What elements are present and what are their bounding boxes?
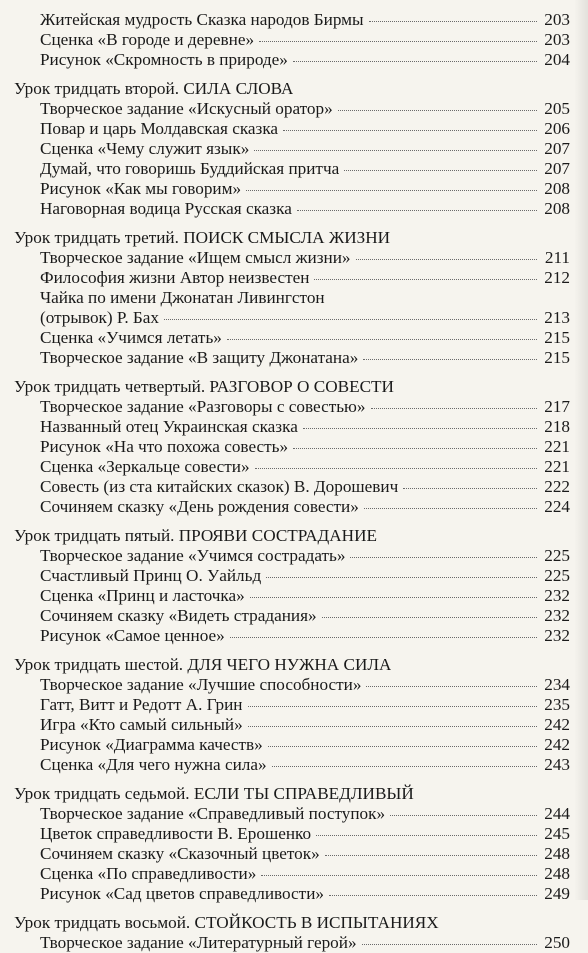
- leader-dots: [314, 278, 537, 280]
- entry-title: Гатт, Витт и Редотт А. Грин: [40, 695, 243, 714]
- page-number: 224: [544, 497, 570, 516]
- toc-entry: [14, 606, 570, 626]
- leader-dots: [164, 318, 537, 320]
- toc-entry: [14, 804, 570, 824]
- entry-title: Сочиняем сказку «Сказочный цветок»: [40, 844, 320, 863]
- page-number: 204: [544, 50, 570, 69]
- leader-dots: [329, 894, 537, 896]
- table-of-contents: [14, 10, 570, 953]
- lesson-title: Урок тридцать второй. СИЛА СЛОВА: [14, 79, 294, 98]
- entry-title: Творческое задание «Учимся сострадать»: [40, 546, 346, 565]
- page-number: 222: [544, 477, 570, 496]
- toc-entry: [14, 288, 570, 308]
- leader-dots: [403, 487, 537, 489]
- page-number: 211: [544, 248, 570, 267]
- leader-dots: [293, 447, 537, 449]
- toc-entry: [14, 497, 570, 517]
- lesson-title: Урок тридцать седьмой. ЕСЛИ ТЫ СПРАВЕДЛИВЫЙ: [14, 784, 414, 803]
- lesson-title: Урок тридцать восьмой. СТОЙКОСТЬ В ИСПЫТАНИЯХ: [14, 913, 439, 932]
- entry-title: Рисунок «Диаграмма качеств»: [40, 735, 263, 754]
- entry-title: Творческое задание «Справедливый поступок»: [40, 804, 386, 823]
- page-number: 218: [544, 417, 570, 436]
- leader-dots: [350, 556, 537, 558]
- lesson-title: Урок тридцать четвертый. РАЗГОВОР О СОВЕСТИ: [14, 377, 394, 396]
- entry-title: Сценка «В городе и деревне»: [40, 30, 255, 49]
- entry-title: Счастливый Принц О. Уайльд: [40, 566, 262, 585]
- page-number: 221: [544, 437, 570, 456]
- entry-title: Рисунок «Скромность в природе»: [40, 50, 288, 69]
- page-number: 205: [544, 99, 570, 118]
- page-number: 232: [544, 626, 570, 645]
- lesson-heading: [14, 79, 570, 99]
- entry-title: Игра «Кто самый сильный»: [40, 715, 243, 734]
- entry-title: Сценка «Чему служит язык»: [40, 139, 250, 158]
- leader-dots: [266, 576, 537, 578]
- entry-title: Рисунок «Самое ценное»: [40, 626, 225, 645]
- page-gutter-shadow: [574, 0, 588, 900]
- entry-title: Творческое задание «Литературный герой»: [40, 933, 357, 952]
- lesson-heading: [14, 655, 570, 675]
- page-number: 249: [544, 884, 570, 903]
- lesson-title: Урок тридцать пятый. ПРОЯВИ СОСТРАДАНИЕ: [14, 526, 378, 545]
- toc-entry: [14, 626, 570, 646]
- page-number: 232: [544, 586, 570, 605]
- entry-title: Творческое задание «В защиту Джонатана»: [40, 348, 359, 367]
- leader-dots: [272, 765, 537, 767]
- leader-dots: [259, 40, 537, 42]
- entry-title: Чайка по имени Джонатан Ливингстон: [40, 288, 325, 307]
- leader-dots: [369, 20, 537, 22]
- page-number: 225: [544, 566, 570, 585]
- page-number: 215: [544, 328, 570, 347]
- lesson-heading: [14, 913, 570, 933]
- toc-entry: [14, 546, 570, 566]
- leader-dots: [268, 745, 537, 747]
- leader-dots: [362, 943, 537, 945]
- entry-title: Наговорная водица Русская сказка: [40, 199, 292, 218]
- entry-title: Творческое задание «Разговоры с совестью»: [40, 397, 366, 416]
- page-number: 208: [544, 179, 570, 198]
- leader-dots: [250, 596, 537, 598]
- page-number: 207: [544, 159, 570, 178]
- entry-title: Философия жизни Автор неизвестен: [40, 268, 310, 287]
- leader-dots: [248, 725, 537, 727]
- entry-title: Сочиняем сказку «День рождения совести»: [40, 497, 359, 516]
- toc-entry: [14, 397, 570, 417]
- leader-dots: [246, 189, 537, 191]
- toc-entry: [14, 199, 570, 219]
- toc-entry: [14, 715, 570, 735]
- toc-entry: [14, 675, 570, 695]
- entry-title: (отрывок) Р. Бах: [40, 308, 160, 327]
- leader-dots: [366, 685, 537, 687]
- entry-title: Творческое задание «Искусный оратор»: [40, 99, 333, 118]
- entry-title: Рисунок «На что похожа совесть»: [40, 437, 289, 456]
- toc-entry: [14, 566, 570, 586]
- toc-entry: [14, 864, 570, 884]
- toc-entry: [14, 417, 570, 437]
- page-number: 215: [544, 348, 570, 367]
- entry-title: Повар и царь Молдавская сказка: [40, 119, 279, 138]
- toc-entry: [14, 348, 570, 368]
- toc-entry: [14, 735, 570, 755]
- lesson-heading: [14, 784, 570, 804]
- page-number: 245: [544, 824, 570, 843]
- leader-dots: [363, 358, 537, 360]
- toc-entry: [14, 119, 570, 139]
- toc-entry: [14, 139, 570, 159]
- entry-title: Названный отец Украинская сказка: [40, 417, 298, 436]
- leader-dots: [303, 427, 537, 429]
- entry-title: Сочиняем сказку «Видеть страдания»: [40, 606, 317, 625]
- leader-dots: [297, 209, 537, 211]
- lesson-title: Урок тридцать шестой. ДЛЯ ЧЕГО НУЖНА СИЛА: [14, 655, 392, 674]
- toc-entry: [14, 477, 570, 497]
- leader-dots: [364, 507, 537, 509]
- leader-dots: [248, 705, 537, 707]
- entry-title: Сценка «Для чего нужна сила»: [40, 755, 267, 774]
- toc-entry: [14, 308, 570, 328]
- entry-title: Рисунок «Сад цветов справедливости»: [40, 884, 324, 903]
- entry-title: Житейская мудрость Сказка народов Бирмы: [40, 10, 364, 29]
- entry-title: Рисунок «Как мы говорим»: [40, 179, 242, 198]
- toc-entry: [14, 457, 570, 477]
- entry-title: Цветок справедливости В. Ерошенко: [40, 824, 312, 843]
- page-number: 244: [544, 804, 570, 823]
- toc-entry: [14, 268, 570, 288]
- page-number: 213: [544, 308, 570, 327]
- lesson-heading: [14, 228, 570, 248]
- toc-entry: [14, 159, 570, 179]
- toc-entry: [14, 248, 570, 268]
- page-number: 248: [544, 864, 570, 883]
- toc-entry: [14, 755, 570, 775]
- leader-dots: [261, 874, 537, 876]
- leader-dots: [293, 60, 537, 62]
- entry-title: Думай, что говоришь Буддийская притча: [40, 159, 340, 178]
- page-number: 234: [544, 675, 570, 694]
- leader-dots: [390, 814, 537, 816]
- entry-title: Творческое задание «Ищем смысл жизни»: [40, 248, 351, 267]
- page-number: 225: [544, 546, 570, 565]
- page-number: 212: [544, 268, 570, 287]
- lesson-heading: [14, 526, 570, 546]
- leader-dots: [255, 467, 537, 469]
- page-number: 250: [544, 933, 570, 952]
- toc-entry: [14, 10, 570, 30]
- leader-dots: [230, 636, 537, 638]
- page-number: 242: [544, 715, 570, 734]
- leader-dots: [227, 338, 537, 340]
- entry-title: Творческое задание «Лучшие способности»: [40, 675, 362, 694]
- page-number: 206: [544, 119, 570, 138]
- toc-entry: [14, 586, 570, 606]
- toc-entry: [14, 844, 570, 864]
- page-number: 217: [544, 397, 570, 416]
- toc-entry: [14, 437, 570, 457]
- entry-title: Сценка «Зеркальце совести»: [40, 457, 250, 476]
- toc-entry: [14, 695, 570, 715]
- lesson-title: Урок тридцать третий. ПОИСК СМЫСЛА ЖИЗНИ: [14, 228, 391, 247]
- page-number: 242: [544, 735, 570, 754]
- leader-dots: [371, 407, 538, 409]
- leader-dots: [356, 258, 538, 260]
- leader-dots: [316, 834, 537, 836]
- entry-title: Совесть (из ста китайских сказок) В. Дорошевич: [40, 477, 399, 496]
- page-number: 207: [544, 139, 570, 158]
- page-number: 235: [544, 695, 570, 714]
- toc-entry: [14, 50, 570, 70]
- leader-dots: [338, 109, 537, 111]
- entry-title: Сценка «Принц и ласточка»: [40, 586, 245, 605]
- leader-dots: [344, 169, 537, 171]
- toc-entry: [14, 99, 570, 119]
- leader-dots: [325, 854, 537, 856]
- page-number: 203: [544, 30, 570, 49]
- page-number: 243: [544, 755, 570, 774]
- toc-entry: [14, 328, 570, 348]
- page-number: 232: [544, 606, 570, 625]
- lesson-heading: [14, 377, 570, 397]
- leader-dots: [322, 616, 537, 618]
- page-number: 248: [544, 844, 570, 863]
- toc-entry: [14, 884, 570, 904]
- toc-entry: [14, 179, 570, 199]
- page-number: 221: [544, 457, 570, 476]
- leader-dots: [254, 149, 537, 151]
- page-number: 203: [544, 10, 570, 29]
- toc-entry: [14, 30, 570, 50]
- leader-dots: [283, 129, 537, 131]
- toc-entry: [14, 824, 570, 844]
- entry-title: Сценка «Учимся летать»: [40, 328, 222, 347]
- page-number: 208: [544, 199, 570, 218]
- toc-entry: [14, 933, 570, 953]
- entry-title: Сценка «По справедливости»: [40, 864, 257, 883]
